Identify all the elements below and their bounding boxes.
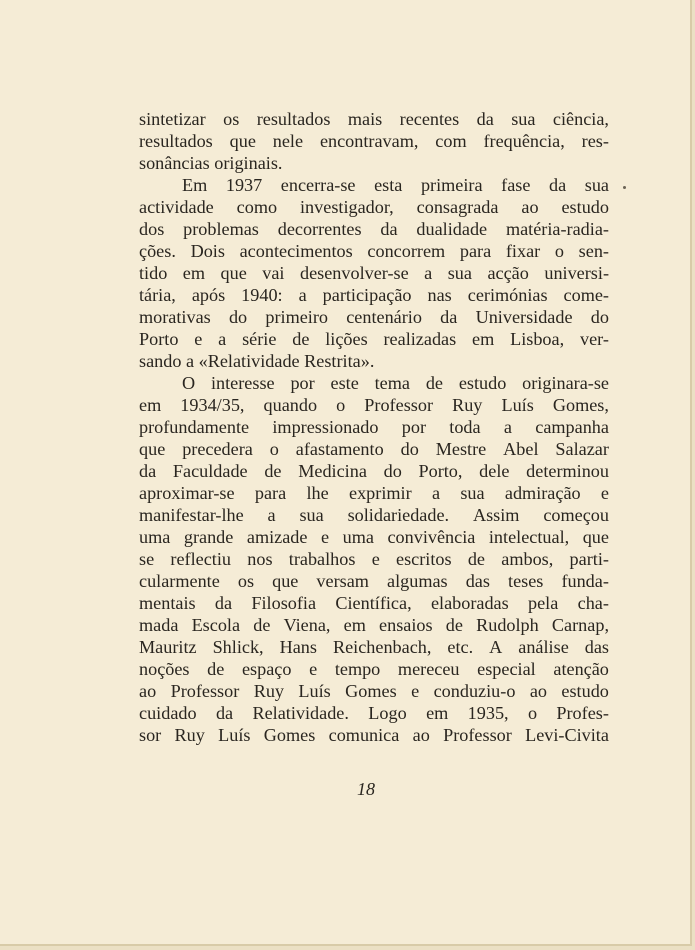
text-line	[139, 196, 609, 218]
word: sua	[447, 263, 472, 283]
text-line	[139, 416, 609, 438]
word: Reichenbach,	[332, 637, 432, 657]
word: este	[330, 373, 359, 393]
word: toda	[449, 417, 481, 437]
word: das	[584, 637, 609, 657]
text-line	[139, 174, 609, 196]
word: a	[424, 263, 433, 283]
word: matéria-radia-	[505, 219, 609, 239]
word: série	[242, 329, 277, 349]
word: sintetizar	[139, 109, 206, 129]
word: e	[411, 681, 420, 701]
word: etc.	[447, 637, 474, 657]
text-line	[139, 592, 609, 614]
word: Professor	[364, 395, 433, 415]
word: resultados	[256, 109, 331, 129]
body-text	[139, 108, 609, 746]
word: Shlick,	[212, 637, 264, 657]
word: primeira	[420, 175, 483, 195]
word: res-	[581, 131, 609, 151]
word: universi-	[544, 263, 609, 283]
word: originara-se	[522, 373, 609, 393]
word: e	[309, 659, 318, 679]
word: Porto	[139, 329, 179, 349]
word: participação	[322, 285, 412, 305]
text-line	[139, 548, 609, 570]
word: primeiro	[265, 307, 328, 327]
text-line	[139, 240, 609, 262]
word: trabalhos	[288, 549, 356, 569]
word: Assim	[472, 505, 520, 525]
text-line	[139, 460, 609, 482]
word: problemas	[183, 219, 259, 239]
word: a	[218, 329, 227, 349]
word: sua	[511, 109, 536, 129]
word: da	[380, 219, 398, 239]
word: mais	[347, 109, 383, 129]
page-number: 18	[357, 779, 375, 799]
word: Gomes	[345, 681, 397, 701]
word: de	[445, 615, 463, 635]
word: manifestar-lhe	[139, 505, 244, 525]
stray-ink-mark	[623, 186, 626, 189]
text-line	[139, 394, 609, 416]
text-line	[139, 702, 609, 724]
word: precedera	[182, 439, 253, 459]
word: que	[220, 263, 247, 283]
word: de	[425, 373, 443, 393]
word: nos	[247, 549, 273, 569]
word: do	[383, 461, 402, 481]
text-line	[139, 218, 609, 240]
word: Hans	[279, 637, 317, 657]
word: de	[292, 329, 310, 349]
word: afastamento	[295, 439, 384, 459]
word: algumas	[387, 571, 448, 591]
word: o	[269, 439, 279, 459]
word: sua	[299, 505, 324, 525]
word: tempo	[334, 659, 381, 679]
word: versam	[316, 571, 369, 591]
word: exprimir	[349, 483, 412, 503]
word: admiração	[504, 483, 581, 503]
word: dele	[479, 461, 510, 481]
word: solidariedade.	[347, 505, 450, 525]
word: ciência,	[552, 109, 609, 129]
word: decorrentes	[277, 219, 362, 239]
word: ver-	[579, 329, 609, 349]
word: em	[343, 615, 366, 635]
word: Luís	[218, 725, 251, 745]
word: encerra-se	[280, 175, 356, 195]
word: Profes-	[556, 703, 609, 723]
word: Abel	[503, 439, 539, 459]
word: ao	[412, 725, 430, 745]
word: se	[139, 549, 155, 569]
word: da	[139, 461, 157, 481]
word: actividade	[139, 197, 214, 217]
word: ao	[139, 681, 157, 701]
word: Dois	[190, 241, 225, 261]
word: Porto,	[418, 461, 463, 481]
word: ao	[529, 681, 547, 701]
text-line	[139, 636, 609, 658]
word: 1935,	[467, 703, 509, 723]
word: mereceu	[397, 659, 460, 679]
word: aproximar-se	[139, 483, 235, 503]
word: quando	[263, 395, 318, 415]
word: mentais	[139, 593, 196, 613]
word: Carnap,	[551, 615, 609, 635]
word: acontecimentos	[239, 241, 353, 261]
word: determinou	[526, 461, 609, 481]
word: comunica	[328, 725, 400, 745]
word: cha-	[577, 593, 609, 613]
word: teses	[508, 571, 544, 591]
word: de	[253, 615, 271, 635]
word: Medicina	[298, 461, 367, 481]
word: da	[214, 593, 233, 613]
word: O	[182, 373, 196, 393]
word: em	[182, 263, 206, 283]
word: tido	[139, 263, 168, 283]
word: estudo	[458, 373, 507, 393]
word: resultados	[139, 131, 213, 151]
word: em	[139, 395, 162, 415]
word: dos	[139, 219, 165, 239]
word: pela	[528, 593, 559, 613]
word: começou	[543, 505, 609, 525]
word: consagrada	[416, 197, 499, 217]
text-line	[139, 482, 609, 504]
word: cerimónias	[467, 285, 548, 305]
word: de	[207, 659, 225, 679]
word: Ruy	[452, 395, 483, 415]
word: 1937	[225, 175, 263, 195]
word: Gomes,	[552, 395, 609, 415]
word: e	[194, 329, 203, 349]
word: da	[440, 307, 458, 327]
word: e	[371, 549, 380, 569]
text-line: sonâncias originais.	[139, 153, 283, 173]
word: lhe	[306, 483, 329, 503]
text-line	[139, 306, 609, 328]
word: noções	[139, 659, 190, 679]
word: com	[435, 131, 467, 151]
text-line	[139, 680, 609, 702]
word: Mestre	[435, 439, 487, 459]
word: do	[590, 307, 609, 327]
word: que	[139, 439, 166, 459]
word: da	[215, 703, 234, 723]
word: Ruy	[253, 681, 285, 701]
word: Científica,	[335, 593, 412, 613]
word: em	[472, 329, 495, 349]
word: desenvolver-se	[299, 263, 409, 283]
word: da	[476, 109, 494, 129]
word: Filosofia	[251, 593, 317, 613]
text-line	[139, 108, 609, 130]
word: come-	[563, 285, 609, 305]
word: impressionado	[272, 417, 379, 437]
word: como	[236, 197, 278, 217]
word: acção	[487, 263, 529, 283]
word: Gomes	[263, 725, 316, 745]
word: intelectual,	[488, 527, 570, 547]
word: Salazar	[555, 439, 609, 459]
word: após	[191, 285, 226, 305]
word: e	[321, 527, 330, 547]
word: interesse	[210, 373, 275, 393]
word: de	[467, 549, 485, 569]
word: escritos	[396, 549, 452, 569]
word: das	[465, 571, 490, 591]
word: cularmente	[139, 571, 220, 591]
word: uma	[139, 527, 171, 547]
word: análise	[518, 637, 569, 657]
word: Mauritz	[139, 637, 197, 657]
word: ensaios	[379, 615, 433, 635]
word: amizade	[246, 527, 308, 547]
word: em	[426, 703, 449, 723]
word: sua	[584, 175, 609, 195]
text-line	[139, 284, 609, 306]
text-line	[139, 614, 609, 636]
word: Lisboa,	[510, 329, 565, 349]
text-line: sando a «Relatividade Restrita».	[139, 351, 375, 371]
word: o	[527, 703, 538, 723]
text-line	[139, 570, 609, 592]
word: ções.	[139, 241, 176, 261]
word: profundamente	[139, 417, 250, 437]
word: a	[503, 417, 512, 437]
word: por	[290, 373, 315, 393]
word: estudo	[561, 197, 609, 217]
word: tema	[374, 373, 410, 393]
word: sor	[139, 725, 162, 745]
text-line	[139, 130, 609, 152]
text-line	[139, 526, 609, 548]
word: lições	[325, 329, 368, 349]
word: uma	[342, 527, 374, 547]
word: a	[431, 483, 441, 503]
word: Luís	[298, 681, 331, 701]
word: sen-	[578, 241, 609, 261]
word: nas	[427, 285, 452, 305]
word: que	[582, 527, 609, 547]
word: especial	[477, 659, 536, 679]
word: centenário	[346, 307, 422, 327]
word: elaboradas	[430, 593, 509, 613]
word: Relatividade.	[252, 703, 349, 723]
text-line	[139, 328, 609, 350]
word: de	[264, 461, 282, 481]
text-line	[139, 504, 609, 526]
word: Professor	[170, 681, 240, 701]
word: 1940:	[241, 285, 283, 305]
word: fixar	[505, 241, 541, 261]
word: A	[489, 637, 503, 657]
word: fase	[501, 175, 531, 195]
word: realizadas	[383, 329, 457, 349]
word: para	[254, 483, 287, 503]
word: esta	[374, 175, 403, 195]
text-line	[139, 438, 609, 460]
word: os	[237, 571, 255, 591]
word: da	[549, 175, 567, 195]
word: o	[554, 241, 564, 261]
word: a	[298, 285, 307, 305]
word: concorrem	[367, 241, 446, 261]
word: nele	[272, 131, 304, 151]
word: encontravam,	[319, 131, 419, 151]
text-line	[139, 724, 609, 746]
word: mada	[139, 615, 179, 635]
word: Logo	[368, 703, 407, 723]
text-line	[139, 658, 609, 680]
word: ambos,	[501, 549, 554, 569]
word: dualidade	[416, 219, 488, 239]
word: do	[400, 439, 419, 459]
word: vai	[262, 263, 285, 283]
word: Levi-Civita	[525, 725, 609, 745]
word: Em	[182, 175, 208, 195]
word: Faculdade	[172, 461, 248, 481]
word: a	[267, 505, 276, 525]
word: investigador,	[300, 197, 394, 217]
word: campanha	[535, 417, 609, 437]
word: 1934/35,	[180, 395, 245, 415]
word: Luís	[501, 395, 534, 415]
word: Universidade	[475, 307, 573, 327]
word: tária,	[139, 285, 176, 305]
word: morativas	[139, 307, 211, 327]
text-line	[139, 372, 609, 394]
text-line	[139, 262, 609, 284]
word: os	[223, 109, 240, 129]
word: reflectiu	[170, 549, 231, 569]
word: que	[229, 131, 256, 151]
word: que	[272, 571, 299, 591]
word: parti-	[569, 549, 609, 569]
word: Rudolph	[476, 615, 539, 635]
word: frequência,	[483, 131, 565, 151]
word: grande	[183, 527, 234, 547]
word: cuidado	[139, 703, 197, 723]
word: espaço	[241, 659, 292, 679]
word: para	[459, 241, 492, 261]
word: recentes	[399, 109, 460, 129]
word: convivência	[387, 527, 476, 547]
word: Professor	[443, 725, 512, 745]
word: atenção	[553, 659, 609, 679]
word: Viena,	[283, 615, 331, 635]
word: conduziu-o	[433, 681, 516, 701]
word: Ruy	[174, 725, 205, 745]
word: sua	[460, 483, 485, 503]
word: e	[600, 483, 609, 503]
word: ao	[521, 197, 539, 217]
word: funda-	[561, 571, 609, 591]
word: estudo	[561, 681, 609, 701]
word: por	[401, 417, 426, 437]
word: o	[336, 395, 346, 415]
word: do	[228, 307, 248, 327]
word: Escola	[191, 615, 241, 635]
